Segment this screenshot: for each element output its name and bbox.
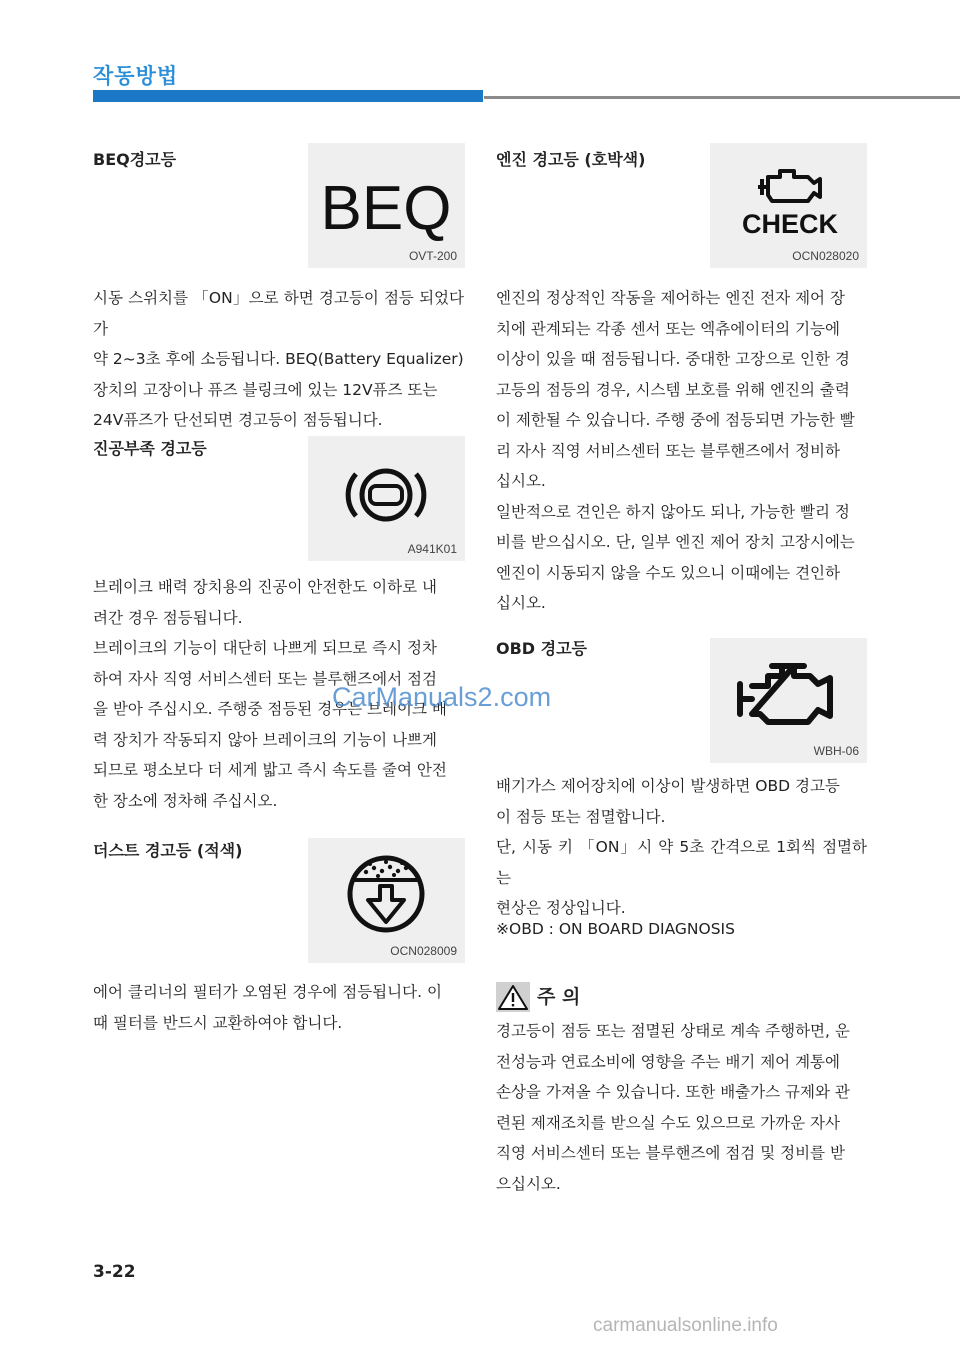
text-line: 으십시오. [496, 1174, 561, 1193]
text-line: 엔진의 정상적인 작동을 제어하는 엔진 전자 제어 장 [496, 289, 845, 307]
warning-triangle-icon [496, 982, 530, 1012]
text-line: 한 장소에 정차해 주십시오. [93, 791, 278, 810]
text-line: 력 장치가 작동되지 않아 브레이크의 기능이 나쁘게 [93, 730, 437, 749]
figure-code-engine: OCN028020 [792, 249, 859, 263]
figure-beq-warning-light [308, 143, 465, 268]
beq-icon-text: BEQ [320, 174, 452, 243]
figure-obd-warning-light [710, 638, 867, 763]
text-line: 련된 제재조치를 받으실 수도 있으므로 가까운 자사 [496, 1113, 840, 1132]
section-title-dust: 더스트 경고등 (적색) [93, 841, 243, 860]
paragraph-beq [93, 283, 464, 436]
figure-code-obd: WBH-06 [813, 744, 859, 758]
page-header-title: 작동방법 [93, 64, 179, 88]
text-line: 때 필터를 반드시 교환하여야 합니다. [93, 1013, 343, 1032]
text-line: 십시오. [496, 472, 546, 490]
page-number: 3-22 [93, 1262, 136, 1282]
watermark-text: CarManuals2.com [332, 682, 552, 712]
text-line: 에어 클리너의 필터가 오염된 경우에 점등됩니다. 이 [93, 983, 442, 1001]
text-line: 하여 자사 직영 서비스센터 또는 블루핸즈에서 점검 [93, 669, 437, 688]
text-line: 이 제한될 수 있습니다. 주행 중에 점등되면 가능한 빨 [496, 411, 855, 429]
text-line: 십시오. [496, 594, 546, 612]
figure-engine-warning-light [710, 143, 867, 268]
text-line: 려간 경우 점등됩니다. [93, 608, 243, 627]
text-line: 약 2~3초 후에 소등됩니다. BEQ(Battery Equalizer) [93, 350, 464, 368]
section-title-vacuum: 진공부족 경고등 [93, 439, 207, 458]
text-line: 경고등이 점등 또는 점멸된 상태로 계속 주행하면, 운 [496, 1022, 850, 1040]
text-line: 리 자사 직영 서비스센터 또는 블루핸즈에서 정비하 [496, 441, 840, 460]
text-line: 이 점등 또는 점멸합니다. [496, 807, 666, 826]
caution-label: 주 의 [537, 986, 581, 1008]
text-line: 현상은 정상입니다. [496, 899, 626, 917]
text-line: 배기가스 제어장치에 이상이 발생하면 OBD 경고등 [496, 777, 840, 795]
figure-vacuum-warning-light [308, 436, 465, 561]
paragraph-obd [496, 771, 867, 924]
text-line: 고등의 점등의 경우, 시스템 보호를 위해 엔진의 출력 [496, 380, 850, 399]
header-bar-accent [93, 90, 483, 102]
figure-code-dust: OCN028009 [390, 944, 457, 958]
text-line: 되므로 평소보다 더 세게 밟고 즉시 속도를 줄여 안전 [93, 761, 447, 779]
text-line: 엔진이 시동되지 않을 수도 있으니 이때에는 견인하 [496, 563, 840, 582]
text-line: 손상을 가져올 수 있습니다. 또한 배출가스 규제와 관 [496, 1083, 850, 1101]
section-title-engine: 엔진 경고등 (호박색) [496, 150, 646, 169]
paragraph-caution [496, 1016, 867, 1199]
text-line: 브레이크 배력 장치용의 진공이 안전한도 이하로 내 [93, 578, 437, 596]
figure-code-vacuum: A941K01 [407, 542, 457, 556]
obd-note: ※OBD : ON BOARD DIAGNOSIS [496, 920, 735, 938]
paragraph-dust [93, 977, 464, 1038]
text-line: 비를 받으십시오. 단, 일부 엔진 제어 장치 고장시에는 [496, 533, 855, 551]
text-line: 치에 관계되는 각종 센서 또는 엑츄에이터의 기능에 [496, 319, 840, 338]
text-line: 일반적으로 견인은 하지 않아도 되나, 가능한 빨리 정 [496, 502, 850, 521]
text-line: 단, 시동 키 「ON」시 약 5초 간격으로 1회씩 점멸하는 [496, 838, 867, 887]
figure-code-beq: OVT-200 [408, 249, 457, 263]
text-line: 을 받아 주십시오. 주행중 점등된 경우는 브레이크 배 [93, 700, 447, 718]
text-line: 직영 서비스센터 또는 블루핸즈에 점검 및 정비를 받 [496, 1144, 845, 1162]
footer-watermark-text: carmanualsonline.info [593, 1315, 778, 1336]
text-line: 24V퓨즈가 단선되면 경고등이 점등됩니다. [93, 411, 383, 429]
figure-dust-warning-light [308, 838, 465, 963]
text-line: 브레이크의 기능이 대단히 나쁘게 되므로 즉시 정차 [93, 639, 437, 657]
text-line: 시동 스위치를 「ON」으로 하면 경고등이 점등 되었다가 [93, 289, 464, 338]
text-line: 전성능과 연료소비에 영향을 주는 배기 제어 계통에 [496, 1052, 840, 1071]
text-line: 장치의 고장이나 퓨즈 블링크에 있는 12V퓨즈 또는 [93, 380, 438, 399]
section-title-beq: BEQ경고등 [93, 150, 177, 169]
paragraph-engine [496, 283, 867, 619]
engine-icon-text: CHECK [741, 209, 839, 239]
text-line: 이상이 있을 때 점등됩니다. 중대한 고장으로 인한 경 [496, 350, 850, 368]
header-bar-rule [484, 96, 960, 99]
section-title-obd: OBD 경고등 [496, 639, 588, 658]
